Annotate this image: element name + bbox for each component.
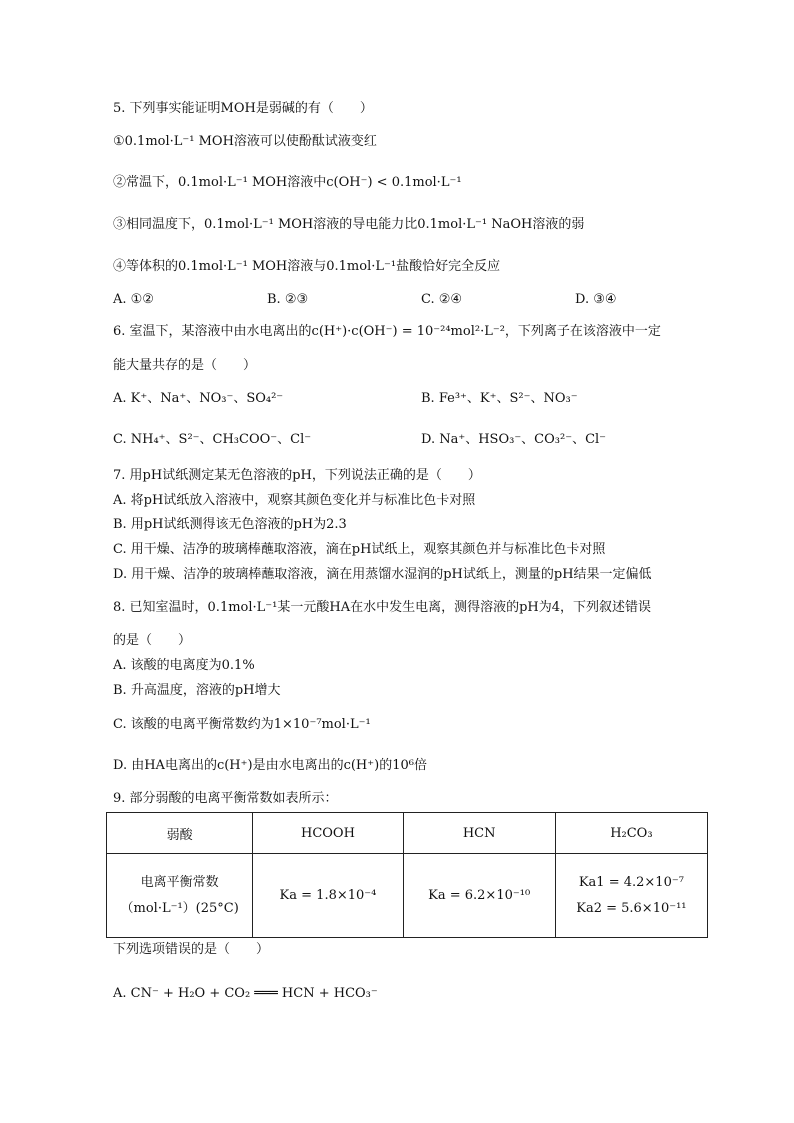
q9-option-a: A. CN⁻ + H₂O + CO₂ ═══ HCN + HCO₃⁻: [113, 986, 378, 1001]
q5-statement-3: ③相同温度下，0.1mol·L⁻¹ MOH溶液的导电能力比0.1mol·L⁻¹ NaOH溶液的弱: [113, 217, 585, 232]
q8-option-c: C. 该酸的电离平衡常数约为1×10⁻⁷mol·L⁻¹: [113, 717, 371, 732]
q5-option-b: B. ②③: [267, 292, 309, 307]
q6-option-c: C. NH₄⁺、S²⁻、CH₃COO⁻、Cl⁻: [113, 432, 312, 447]
q5-option-a: A. ①②: [113, 292, 154, 307]
header-hcn: HCN: [403, 813, 555, 854]
q8-option-d: D. 由HA电离出的c(H⁺)是由水电离出的c(H⁺)的10⁶倍: [113, 758, 427, 773]
q7-option-d: D. 用干燥、洁净的玻璃棒蘸取溶液，滴在用蒸馏水湿润的pH试纸上，测量的pH结果一定偏低: [113, 567, 652, 582]
q7-option-a: A. 将pH试纸放入溶液中，观察其颜色变化并与标准比色卡对照: [113, 493, 476, 508]
q8-stem-line-1: 8. 已知室温时，0.1mol·L⁻¹某一元酸HA在水中发生电离，测得溶液的pH为4，下列叙述错误: [113, 600, 652, 615]
table-row: [107, 854, 708, 938]
hcooh-ka-cell: Ka = 1.8×10⁻⁴: [253, 854, 403, 938]
header-weak-acid: 弱酸: [107, 813, 253, 854]
q9-stem: 9. 部分弱酸的电离平衡常数如表所示：: [113, 791, 338, 806]
q6-stem-line-1: 6. 室温下，某溶液中由水电离出的c(H⁺)·c(OH⁻) = 10⁻²⁴mol²·L⁻²，下列离子在该溶液中一定: [113, 324, 661, 339]
q9-follow-up: 下列选项错误的是（ ）: [113, 942, 270, 957]
h2co3-ka2: Ka2 = 5.6×10⁻¹¹: [576, 900, 687, 916]
q6-option-b: B. Fe³⁺、K⁺、S²⁻、NO₃⁻: [421, 391, 578, 406]
q6-option-a: A. K⁺、Na⁺、NO₃⁻、SO₄²⁻: [113, 391, 284, 406]
table-header-row: [107, 813, 708, 854]
q5-statement-1: ①0.1mol·L⁻¹ MOH溶液可以使酚酞试液变红: [113, 134, 377, 149]
h2co3-ka-cell: [555, 854, 707, 938]
hcn-ka-cell: Ka = 6.2×10⁻¹⁰: [403, 854, 555, 938]
q5-statement-2: ②常温下，0.1mol·L⁻¹ MOH溶液中c(OH⁻) < 0.1mol·L⁻¹: [113, 175, 462, 190]
row-label-cell: [107, 854, 253, 938]
row-label-line-2: （mol·L⁻¹）(25°C): [120, 900, 239, 916]
h2co3-ka1: Ka1 = 4.2×10⁻⁷: [578, 874, 684, 890]
q5-option-d: D. ③④: [575, 292, 617, 307]
row-label-line-1: 电离平衡常数: [140, 874, 219, 890]
q8-option-a: A. 该酸的电离度为0.1%: [113, 658, 255, 673]
q6-stem-line-2: 能大量共存的是（ ）: [113, 358, 257, 373]
q5-option-c: C. ②④: [421, 292, 463, 307]
q5-statement-4: ④等体积的0.1mol·L⁻¹ MOH溶液与0.1mol·L⁻¹盐酸恰好完全反应: [113, 259, 501, 274]
q7-stem: 7. 用pH试纸测定某无色溶液的pH，下列说法正确的是（ ）: [113, 468, 481, 483]
q7-option-c: C. 用干燥、洁净的玻璃棒蘸取溶液，滴在pH试纸上，观察其颜色并与标准比色卡对照: [113, 542, 606, 557]
q7-option-b: B. 用pH试纸测得该无色溶液的pH为2.3: [113, 517, 347, 532]
q8-stem-line-2: 的是（ ）: [113, 633, 192, 648]
ionization-constant-table: [106, 812, 708, 938]
q5-stem: 5. 下列事实能证明MOH是弱碱的有（ ）: [113, 101, 373, 116]
header-h2co3: H₂CO₃: [555, 813, 707, 854]
q6-option-d: D. Na⁺、HSO₃⁻、CO₃²⁻、Cl⁻: [421, 432, 607, 447]
header-hcooh: HCOOH: [253, 813, 403, 854]
q8-option-b: B. 升高温度，溶液的pH增大: [113, 683, 281, 698]
